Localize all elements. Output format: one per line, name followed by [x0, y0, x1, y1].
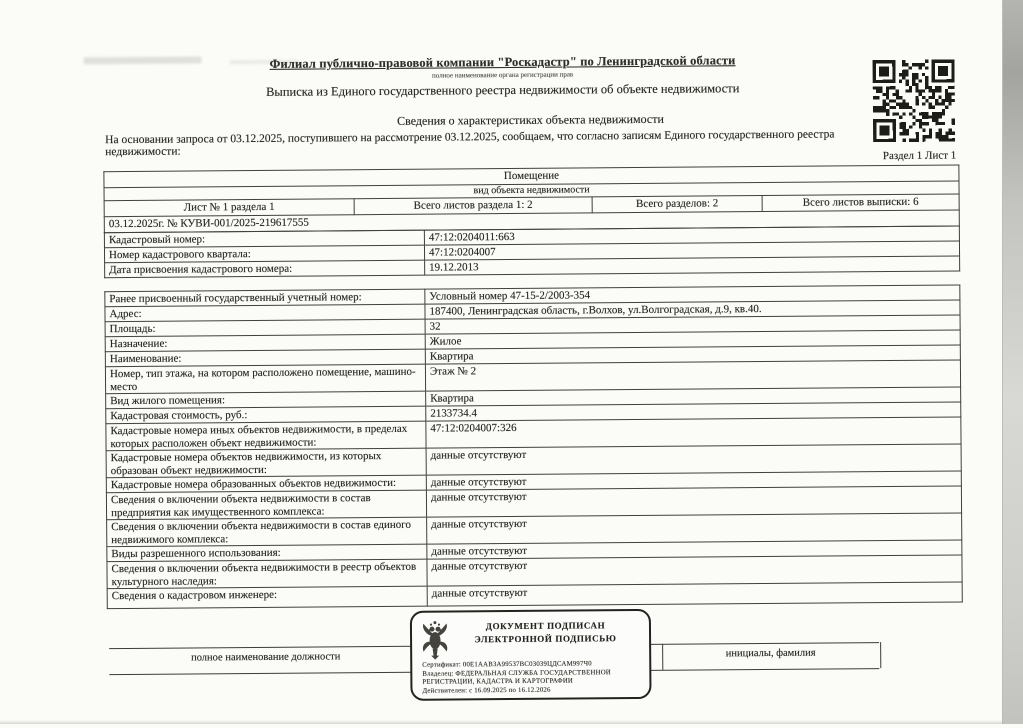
- field-value: данные отсутствуют: [427, 555, 962, 586]
- object-type-caption: вид объекта недвижимости: [104, 181, 959, 201]
- signature-position-caption: полное наименование должности: [191, 651, 341, 664]
- section-sheet-label: Раздел 1 Лист 1: [882, 149, 957, 163]
- field-label: Номер, тип этажа, на котором расположено помещение, машино-место: [105, 364, 425, 394]
- sheet-info-cell: Всего разделов: 2: [592, 196, 762, 213]
- field-label: Ранее присвоенный государственный учетный номер:: [105, 289, 425, 307]
- object-type: Помещение: [104, 165, 959, 188]
- field-label: Назначение:: [105, 334, 425, 352]
- field-value: Квартира: [426, 387, 961, 406]
- qr-code: [873, 58, 956, 145]
- extract-date-number: 03.12.2025г. № КУВИ-001/2025-219617555: [104, 210, 959, 233]
- field-label: Кадастровый номер:: [104, 230, 424, 248]
- scan-page-edge: [0, 720, 1003, 724]
- stamp-certificate: Сертификат: 00Е1ААВ3А99537ВС03039ЦДСАМ997Ч0: [422, 660, 592, 669]
- request-basis-line: На основании запроса от 03.12.2025, поступившего на рассмотрение 03.12.2025, сообщаем, что согласно записям Единого государственного реестра недвижимости:: [105, 128, 835, 159]
- field-label: Дата присвоения кадастрового номера:: [105, 260, 425, 278]
- field-label: Сведения о кадастровом инженере:: [107, 586, 427, 609]
- field-value: данные отсутствуют: [426, 471, 961, 490]
- field-label: Наименование:: [105, 349, 425, 367]
- field-label: Вид жилого помещения:: [106, 391, 426, 409]
- field-label: Кадастровая стоимость, руб.:: [106, 406, 426, 424]
- registering-authority-title: Филиал публично-правовой компании "Роскадастр" по Ленинградской области: [269, 53, 736, 71]
- coat-of-arms-icon: [420, 618, 450, 660]
- field-label: Сведения о включении объекта недвижимости в состав предприятия как имущественного комплекса:: [106, 490, 426, 520]
- field-value: 47:12:0204007: [424, 241, 959, 260]
- sheet-info-cell: Всего листов выписки: 6: [762, 194, 959, 212]
- field-label: Сведения о включении объекта недвижимости в реестр объектов культурного наследия:: [107, 559, 427, 589]
- field-value: данные отсутствуют: [426, 486, 961, 517]
- sheet-info-cell: Лист № 1 раздела 1: [104, 199, 354, 217]
- field-value: данные отсутствуют: [427, 540, 962, 559]
- field-value: Квартира: [425, 345, 960, 364]
- field-value: Условный номер 47-15-2/2003-354: [425, 285, 960, 304]
- field-label: Кадастровые номера образованных объектов недвижимости:: [106, 475, 426, 493]
- stamp-line-2: ЭЛЕКТРОННОЙ ПОДПИСЬЮ: [474, 633, 617, 645]
- field-value: 32: [425, 315, 960, 334]
- field-label: Номер кадастрового квартала:: [104, 245, 424, 263]
- field-label: Сведения о включении объекта недвижимости в состав единого недвижимого комплекса:: [107, 517, 427, 547]
- signature-name-caption: инициалы, фамилия: [725, 647, 816, 660]
- field-label: Площадь:: [105, 319, 425, 337]
- section-title: Сведения о характеристиках объекта недвижимости: [397, 111, 664, 128]
- document-title: Выписка из Единого государственного реестра недвижимости об объекте недвижимости: [265, 81, 740, 99]
- stamp-owner-line-2: РЕГИСТРАЦИИ, КАДАСТРА И КАРТОГРАФИИ: [422, 677, 574, 686]
- object-header-table: [103, 164, 959, 233]
- field-value: 2133734.4: [426, 402, 961, 421]
- field-value: 47:12:0204011:663: [424, 226, 959, 245]
- object-details-table: [104, 284, 962, 609]
- field-label: Кадастровые номера иных объектов недвижимости, в пределах которых расположен объект недвижимости:: [106, 421, 426, 451]
- scan-page-edge: [1002, 0, 1023, 724]
- field-value: данные отсутствуют: [427, 513, 962, 544]
- registering-authority-caption: полное наименование органа регистрации прав: [431, 70, 574, 80]
- field-value: Жилое: [425, 330, 960, 349]
- electronic-signature-stamp: [410, 609, 652, 701]
- field-label: Виды разрешенного использования:: [107, 544, 427, 562]
- cadastral-numbers-table: [104, 225, 960, 278]
- field-value: данные отсутствуют: [427, 582, 962, 606]
- sheet-info-cell: Всего листов раздела 1: 2: [354, 197, 592, 215]
- stamp-owner-line-1: Владелец: ФЕДЕРАЛЬНАЯ СЛУЖБА ГОСУДАРСТВЕННОЙ: [422, 668, 611, 678]
- field-value: 19.12.2013: [425, 256, 960, 275]
- field-label: Кадастровые номера объектов недвижимости, из которых образован объект недвижимости:: [106, 448, 426, 478]
- field-value: 187400, Ленинградская область, г.Волхов, ул.Волгоградская, д.9, кв.40.: [425, 300, 960, 319]
- field-value: Этаж № 2: [425, 360, 960, 391]
- field-label: Адрес:: [105, 304, 425, 322]
- stamp-line-1: ДОКУМЕНТ ПОДПИСАН: [485, 620, 606, 632]
- field-value: данные отсутствуют: [426, 444, 961, 475]
- field-value: 47:12:0204007:326: [426, 417, 961, 448]
- stamp-validity: Действителен: с 16.09.2025 по 16.12.2026: [422, 686, 551, 695]
